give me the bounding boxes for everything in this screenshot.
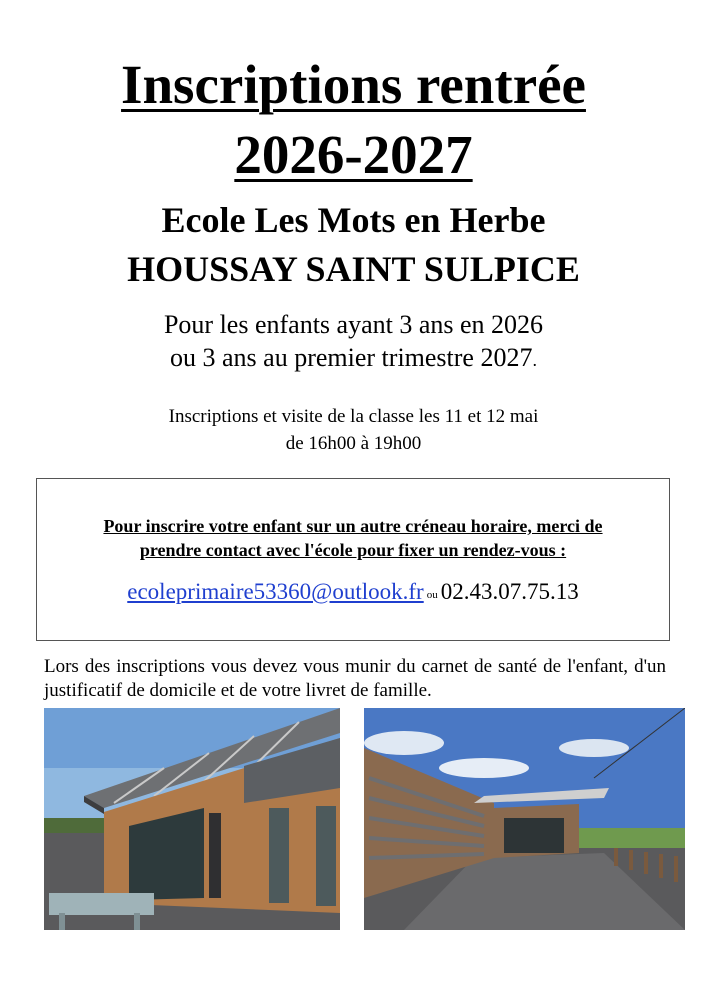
page-title-line1: Inscriptions rentrée: [121, 54, 586, 115]
contact-box: [36, 478, 670, 641]
school-photo-left: [44, 708, 340, 930]
eligibility-line2: ou 3 ans au premier trimestre 2027.: [170, 343, 537, 372]
or-text: ou: [426, 589, 438, 601]
eligibility-text: [0, 308, 707, 377]
contact-line: [37, 577, 669, 610]
school-town: HOUSSAY SAINT SULPICE: [127, 249, 580, 289]
email-link[interactable]: ecoleprimaire53360@outlook.fr: [127, 579, 424, 604]
school-name: Ecole Les Mots en Herbe: [161, 200, 546, 240]
eligibility-line1: Pour les enfants ayant 3 ans en 2026: [163, 310, 544, 339]
contact-heading: [37, 514, 669, 562]
visit-line2: de 16h00 à 19h00: [285, 433, 422, 454]
page-title-line2: 2026-2027: [234, 124, 473, 185]
visit-info: [0, 403, 707, 457]
visit-line1: Inscriptions et visite de la classe les 11 et 12 mai: [168, 406, 539, 427]
contact-heading-line1: Pour inscrire votre enfant sur un autre créneau horaire, merci de: [103, 516, 603, 536]
documents-note: Lors des inscriptions vous devez vous munir du carnet de santé de l'enfant, d'un justificatif de domicile et de votre livret de famille.: [44, 656, 666, 701]
contact-heading-line2: prendre contact avec l'école pour fixer un rendez-vous :: [139, 540, 567, 560]
school-photo-right: [364, 708, 685, 930]
phone-number: 02.43.07.75.13: [440, 579, 579, 604]
